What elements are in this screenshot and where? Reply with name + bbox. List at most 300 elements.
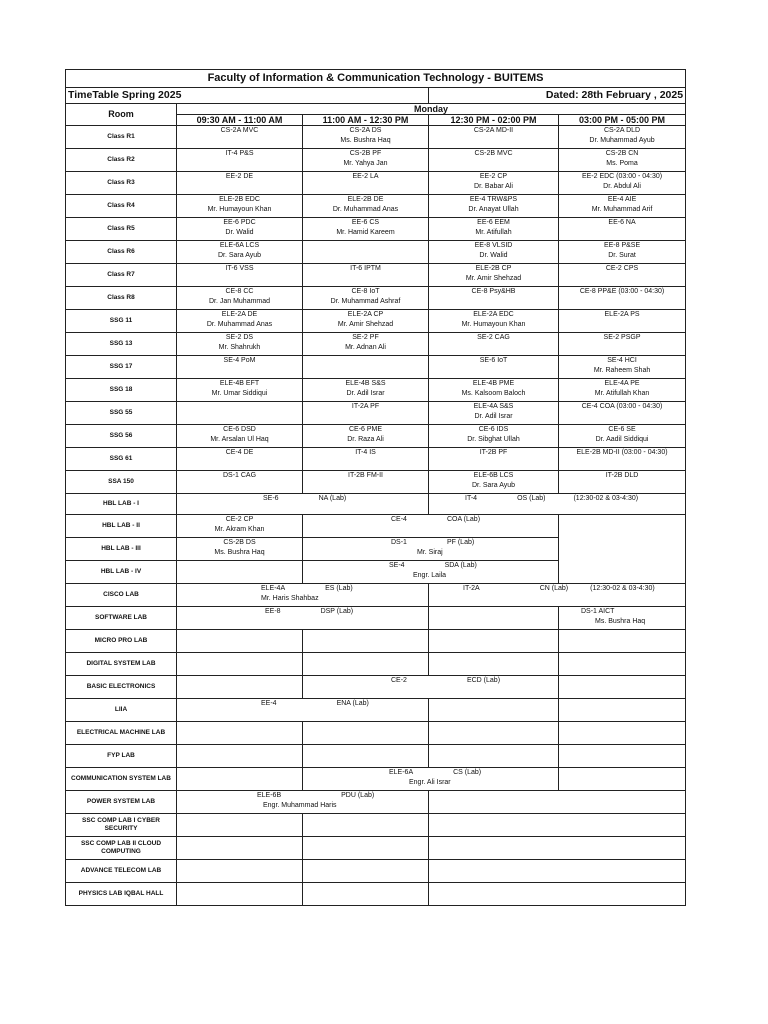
teacher-name: [179, 159, 300, 169]
lab-class: EE-4: [261, 700, 277, 707]
course-code: SE-2 PSGP: [603, 334, 641, 341]
course-code: CS-2B PF: [349, 150, 382, 157]
teacher-name: Mr. Humayoun Khan: [461, 321, 526, 328]
schedule-cell: [303, 379, 429, 402]
room-name: CISCO LAB: [66, 584, 177, 607]
room-header: Room: [66, 104, 177, 126]
schedule-cell: [559, 218, 686, 241]
empty-cell: [559, 745, 686, 768]
table-row: [66, 126, 686, 149]
teacher-name: Mr. Yahya Jan: [343, 160, 388, 167]
teacher-name: Ms. Bushra Haq: [595, 618, 646, 625]
teacher-name: Dr. Muhammad Ayub: [589, 137, 655, 144]
lab-class: ELE-6A: [389, 769, 414, 776]
course-code: EE-8 VLSID: [474, 242, 513, 249]
course-code: IT-6 VSS: [225, 265, 254, 272]
schedule-cell: [429, 149, 559, 172]
teacher-name: Ms. Bushra Haq: [340, 137, 391, 144]
teacher-name: Dr. Anayat Ullah: [468, 206, 519, 213]
teacher-name: Dr. Jan Muhammad: [208, 298, 271, 305]
teacher-name: Dr. Aadil Siddiqui: [595, 436, 649, 443]
schedule-cell: [429, 264, 559, 287]
schedule-cell: [429, 425, 559, 448]
schedule-cell: [559, 471, 686, 494]
teacher-name: Engr. Ali Israr: [409, 779, 451, 786]
room-name: SOFTWARE LAB: [66, 607, 177, 630]
teacher-name: [431, 159, 556, 169]
teacher-name: Mr. Hamid Kareem: [336, 229, 395, 236]
room-name: SSG 56: [66, 425, 177, 448]
course-code: CE-4 COA (03:00 - 04:30): [581, 403, 663, 410]
teacher-name: Dr. Muhammad Ashraf: [330, 298, 401, 305]
course-code: EE-2 EDC (03:00 - 04:30): [581, 173, 663, 180]
empty-cell: [429, 653, 559, 676]
lab-class: DS-1: [391, 539, 407, 546]
teacher-name: [179, 366, 300, 376]
lab-booking: [559, 607, 686, 630]
schedule-cell: [303, 149, 429, 172]
teacher-name: [431, 343, 556, 353]
schedule-cell: [429, 218, 559, 241]
lab-booking: [177, 515, 303, 538]
schedule-cell: [429, 172, 559, 195]
schedule-cell: [559, 149, 686, 172]
course-code: EE-6 NA: [608, 219, 636, 226]
teacher-name: Ms. Kalsoom Baloch: [461, 390, 526, 397]
course-code: IT-6 IPTM: [350, 265, 381, 272]
empty-cell: [177, 653, 303, 676]
lab-class: ELE-6B: [257, 792, 282, 799]
room-name: ADVANCE TELECOM LAB: [66, 860, 177, 883]
course-code: ELE-4B PME: [472, 380, 515, 387]
empty-cell: [303, 653, 429, 676]
course-code: CS-2B CN: [605, 150, 639, 157]
course-code: ELE-4B S&S: [345, 380, 386, 387]
room-name: ELECTRICAL MACHINE LAB: [66, 722, 177, 745]
course-code: DS-1 AICT: [581, 608, 615, 615]
teacher-name: Mr. Haris Shahbaz: [261, 595, 319, 602]
table-row: [66, 425, 686, 448]
empty-cell: [429, 837, 686, 860]
schedule-cell: [429, 333, 559, 356]
room-name: HBL LAB - I: [66, 494, 177, 515]
schedule-cell: [303, 425, 429, 448]
teacher-name: [305, 412, 426, 422]
lab-course: SDA (Lab): [444, 562, 477, 569]
schedule-cell: [429, 241, 559, 264]
lab-booking: [303, 676, 559, 699]
lab-course: ECD (Lab): [466, 677, 501, 684]
course-code: ELE-6A LCS: [219, 242, 260, 249]
teacher-name: [179, 182, 300, 192]
schedule-cell: [559, 241, 686, 264]
table-row: [66, 172, 686, 195]
schedule-cell: [303, 264, 429, 287]
room-name: Class R5: [66, 218, 177, 241]
schedule-cell: [303, 287, 429, 310]
schedule-cell: [559, 379, 686, 402]
empty-cell: [177, 561, 303, 584]
lab-course: DSP (Lab): [320, 608, 354, 615]
schedule-cell: [559, 126, 686, 149]
lab-class: ELE-4A: [261, 585, 286, 592]
teacher-name: Mr. Amir Shehzad: [337, 321, 394, 328]
teacher-name: Mr. Atifullah: [475, 229, 512, 236]
schedule-cell: [177, 379, 303, 402]
course-code: CS-2B DS: [223, 539, 256, 546]
lab-booking: [177, 699, 429, 722]
course-code: CS-2A DLD: [603, 127, 641, 134]
lab-class: CE-4: [391, 516, 407, 523]
room-name: POWER SYSTEM LAB: [66, 791, 177, 814]
teacher-name: Mr. Atifullah Khan: [594, 390, 650, 397]
teacher-name: Ms. Poma: [606, 160, 638, 167]
lab-class: SE-6: [263, 495, 279, 502]
teacher-name: Dr. Sibghat Ullah: [467, 436, 520, 443]
lab-booking: [177, 607, 429, 630]
schedule-cell: [303, 218, 429, 241]
schedule-cell: [177, 471, 303, 494]
lab-class: CE-2: [391, 677, 407, 684]
empty-cell: [429, 791, 686, 814]
schedule-cell: [559, 264, 686, 287]
course-code: [305, 241, 426, 251]
course-code: EE-2 LA: [352, 173, 379, 180]
schedule-cell: [559, 310, 686, 333]
teacher-name: [305, 366, 426, 376]
schedule-cell: [177, 402, 303, 425]
course-code: EE-6 PDC: [223, 219, 256, 226]
schedule-cell: [303, 333, 429, 356]
schedule-cell: [177, 264, 303, 287]
room-name: SSG 61: [66, 448, 177, 471]
schedule-cell: [303, 126, 429, 149]
teacher-name: [305, 251, 426, 261]
empty-cell: [177, 860, 303, 883]
room-name: SSG 17: [66, 356, 177, 379]
empty-cell: [429, 699, 559, 722]
teacher-name: [431, 366, 556, 376]
lab-booking: [303, 768, 559, 791]
table-row: [66, 218, 686, 241]
schedule-cell: [559, 333, 686, 356]
table-row: [66, 333, 686, 356]
empty-cell: [177, 768, 303, 791]
schedule-cell: [303, 172, 429, 195]
room-name: SSA 150: [66, 471, 177, 494]
teacher-name: [561, 274, 683, 284]
lab-course: COA (Lab): [446, 516, 481, 523]
course-code: EE-4 AIE: [607, 196, 637, 203]
teacher-name: [305, 481, 426, 491]
lab-course: ENA (Lab): [336, 700, 369, 707]
room-name: BASIC ELECTRONICS: [66, 676, 177, 699]
lab-course: PDU (Lab): [341, 792, 375, 799]
room-name: SSC COMP LAB II CLOUD COMPUTING: [66, 837, 177, 860]
room-name: Class R7: [66, 264, 177, 287]
course-code: ELE-2B CP: [475, 265, 512, 272]
course-code: SE-2 CAG: [477, 334, 510, 341]
schedule-cell: [303, 402, 429, 425]
teacher-name: Ms. Bushra Haq: [214, 549, 265, 556]
schedule-cell: [303, 241, 429, 264]
empty-cell: [303, 745, 429, 768]
lab-booking: [303, 515, 559, 538]
slot-header: 03:00 PM - 05:00 PM: [559, 115, 686, 126]
timetable-table: [65, 69, 686, 906]
slot-header: 09:30 AM - 11:00 AM: [177, 115, 303, 126]
day-header: Monday: [177, 104, 686, 115]
empty-cell: [559, 699, 686, 722]
teacher-name: [179, 274, 300, 284]
table-row: [66, 402, 686, 425]
empty-cell: [177, 814, 303, 837]
schedule-cell: [429, 356, 559, 379]
room-name: HBL LAB - III: [66, 538, 177, 561]
teacher-name: Mr. Raheem Shah: [593, 367, 651, 374]
course-code: [179, 402, 300, 412]
teacher-name: [179, 136, 300, 146]
schedule-cell: [177, 172, 303, 195]
teacher-name: Dr. Raza Ali: [347, 436, 384, 443]
course-code: CE-6 SE: [608, 426, 636, 433]
teacher-name: Dr. Muhammad Anas: [206, 321, 273, 328]
lab-class: IT-4: [465, 495, 478, 502]
lab-course: PF (Lab): [446, 539, 475, 546]
schedule-cell: [177, 149, 303, 172]
course-code: CE-6 DSD: [223, 426, 256, 433]
room-name: DIGITAL SYSTEM LAB: [66, 653, 177, 676]
schedule-cell: [303, 195, 429, 218]
room-name: COMMUNICATION SYSTEM LAB: [66, 768, 177, 791]
room-name: Class R4: [66, 195, 177, 218]
table-row: [66, 241, 686, 264]
empty-cell: [429, 814, 686, 837]
schedule-cell: [177, 126, 303, 149]
teacher-name: [179, 481, 300, 491]
schedule-cell: [559, 402, 686, 425]
course-code: IT-2B PF: [479, 449, 508, 456]
schedule-cell: [559, 195, 686, 218]
course-code: ELE-4B EFT: [219, 380, 260, 387]
lab-booking: [303, 538, 559, 561]
empty-cell: [303, 837, 429, 860]
schedule-cell: [177, 287, 303, 310]
schedule-cell: [177, 448, 303, 471]
teacher-name: Mr. Adnan Ali: [345, 344, 386, 351]
timetable-label: TimeTable Spring 2025: [66, 88, 429, 104]
lab-class: IT-2A: [463, 585, 480, 592]
empty-cell: [303, 814, 429, 837]
lab-time: (12:30-02 & 03-4:30): [573, 495, 639, 502]
schedule-cell: [429, 195, 559, 218]
schedule-cell: [177, 310, 303, 333]
schedule-cell: [177, 218, 303, 241]
lab-booking: [177, 584, 429, 607]
teacher-name: [561, 320, 683, 330]
course-code: CE-2 CPS: [605, 265, 639, 272]
teacher-name: [561, 297, 683, 307]
teacher-name: Mr. Arsalan Ul Haq: [210, 436, 269, 443]
table-row: [66, 195, 686, 218]
course-code: IT-2A PF: [351, 403, 380, 410]
schedule-cell: [177, 356, 303, 379]
empty-cell: [429, 630, 559, 653]
course-code: CS-2A MD-II: [473, 127, 514, 134]
empty-cell: [559, 653, 686, 676]
schedule-cell: [177, 241, 303, 264]
teacher-name: Dr. Adil Israr: [474, 413, 513, 420]
lab-course: NA (Lab): [318, 495, 347, 502]
course-code: ELE-2B MD-II (03:00 - 04:30): [576, 449, 668, 456]
course-code: SE-4 HCI: [607, 357, 637, 364]
lab-class: EE-8: [265, 608, 281, 615]
schedule-cell: [429, 310, 559, 333]
schedule-cell: [177, 195, 303, 218]
course-code: ELE-2A PS: [604, 311, 640, 318]
course-code: SE-4 PoM: [223, 357, 256, 364]
room-name: SSC COMP LAB I CYBER SECURITY: [66, 814, 177, 837]
course-code: IT-4 P&S: [225, 150, 254, 157]
page-title: Faculty of Information & Communication Technology - BUITEMS: [66, 70, 686, 88]
lab-course: ES (Lab): [325, 585, 353, 592]
course-code: CS-2A MVC: [220, 127, 259, 134]
empty-cell: [177, 630, 303, 653]
course-code: ELE-2A CP: [347, 311, 384, 318]
teacher-name: [431, 136, 556, 146]
course-code: EE-2 DE: [225, 173, 254, 180]
empty-cell: [429, 607, 559, 630]
course-code: SE-6 IoT: [479, 357, 508, 364]
table-row: [66, 448, 686, 471]
room-name: Class R3: [66, 172, 177, 195]
lab-booking: [303, 561, 559, 584]
schedule-cell: [559, 172, 686, 195]
course-code: EE-4 TRW&PS: [469, 196, 518, 203]
schedule-cell: [429, 379, 559, 402]
room-name: Class R6: [66, 241, 177, 264]
teacher-name: Dr. Sara Ayub: [471, 482, 516, 489]
course-code: IT-4 IS: [355, 449, 376, 456]
table-row: [66, 287, 686, 310]
room-name: MICRO PRO LAB: [66, 630, 177, 653]
empty-cell: [429, 722, 559, 745]
course-code: IT-2B DLD: [605, 472, 639, 479]
teacher-name: [431, 297, 556, 307]
room-name: HBL LAB - II: [66, 515, 177, 538]
empty-cell: [303, 860, 429, 883]
course-code: CE-6 PME: [348, 426, 383, 433]
empty-cell: [429, 745, 559, 768]
schedule-cell: [429, 402, 559, 425]
lab-booking: [177, 538, 303, 561]
course-code: ELE-2A DE: [221, 311, 258, 318]
schedule-cell: [559, 425, 686, 448]
teacher-name: [561, 458, 683, 468]
course-code: ELE-4A PE: [604, 380, 640, 387]
teacher-name: Dr. Babar Ali: [474, 183, 513, 190]
schedule-cell: [429, 471, 559, 494]
empty-cell: [177, 722, 303, 745]
empty-cell: [177, 745, 303, 768]
schedule-cell: [559, 448, 686, 471]
table-row: [66, 264, 686, 287]
table-row: [66, 379, 686, 402]
course-code: CE-4 DE: [225, 449, 254, 456]
teacher-name: [305, 182, 426, 192]
teacher-name: [179, 412, 300, 422]
teacher-name: Mr. Humayoun Khan: [207, 206, 272, 213]
schedule-cell: [303, 310, 429, 333]
schedule-cell: [559, 287, 686, 310]
teacher-name: Mr. Umar Siddiqui: [211, 390, 268, 397]
table-row: [66, 310, 686, 333]
course-code: [305, 356, 426, 366]
course-code: SE-2 PF: [352, 334, 379, 341]
course-code: CE-8 IoT: [351, 288, 380, 295]
table-row: [66, 356, 686, 379]
schedule-cell: [429, 287, 559, 310]
room-name: SSG 18: [66, 379, 177, 402]
empty-cell: [177, 883, 303, 906]
table-row: [66, 149, 686, 172]
empty-cell: [303, 630, 429, 653]
teacher-name: [305, 274, 426, 284]
empty-cell: [559, 515, 686, 584]
lab-course: CN (Lab): [539, 585, 569, 592]
teacher-name: Mr. Shahrukh: [218, 344, 261, 351]
course-code: CE-2 CP: [225, 516, 254, 523]
teacher-name: Dr. Adil Israr: [346, 390, 385, 397]
course-code: ELE-2B DE: [347, 196, 384, 203]
slot-header: 12:30 PM - 02:00 PM: [429, 115, 559, 126]
schedule-cell: [177, 425, 303, 448]
course-code: EE-2 CP: [479, 173, 508, 180]
room-name: SSG 11: [66, 310, 177, 333]
course-code: DS-1 CAG: [222, 472, 257, 479]
teacher-name: [431, 458, 556, 468]
slot-header: 11:00 AM - 12:30 PM: [303, 115, 429, 126]
empty-cell: [429, 860, 686, 883]
teacher-name: [179, 458, 300, 468]
course-code: CE-8 Psy&HB: [471, 288, 516, 295]
teacher-name: [561, 343, 683, 353]
course-code: ELE-2A EDC: [473, 311, 514, 318]
course-code: ELE-6B LCS: [473, 472, 514, 479]
course-code: IT-2B FM-II: [348, 472, 383, 479]
table-row: [66, 471, 686, 494]
teacher-name: Dr. Walid: [479, 252, 508, 259]
teacher-name: Dr. Muhammad Anas: [332, 206, 399, 213]
room-name: HBL LAB - IV: [66, 561, 177, 584]
teacher-name: Mr. Akram Khan: [214, 526, 265, 533]
schedule-cell: [303, 448, 429, 471]
course-code: CE-8 PP&E (03:00 - 04:30): [579, 288, 665, 295]
teacher-name: [561, 228, 683, 238]
empty-cell: [303, 883, 429, 906]
lab-booking: [177, 791, 429, 814]
empty-cell: [559, 768, 686, 791]
room-name: Class R2: [66, 149, 177, 172]
schedule-cell: [429, 448, 559, 471]
empty-cell: [177, 676, 303, 699]
empty-cell: [429, 883, 686, 906]
schedule-cell: [429, 126, 559, 149]
empty-cell: [177, 837, 303, 860]
teacher-name: Mr. Siraj: [417, 549, 443, 556]
lab-booking: [429, 494, 686, 515]
teacher-name: [305, 458, 426, 468]
